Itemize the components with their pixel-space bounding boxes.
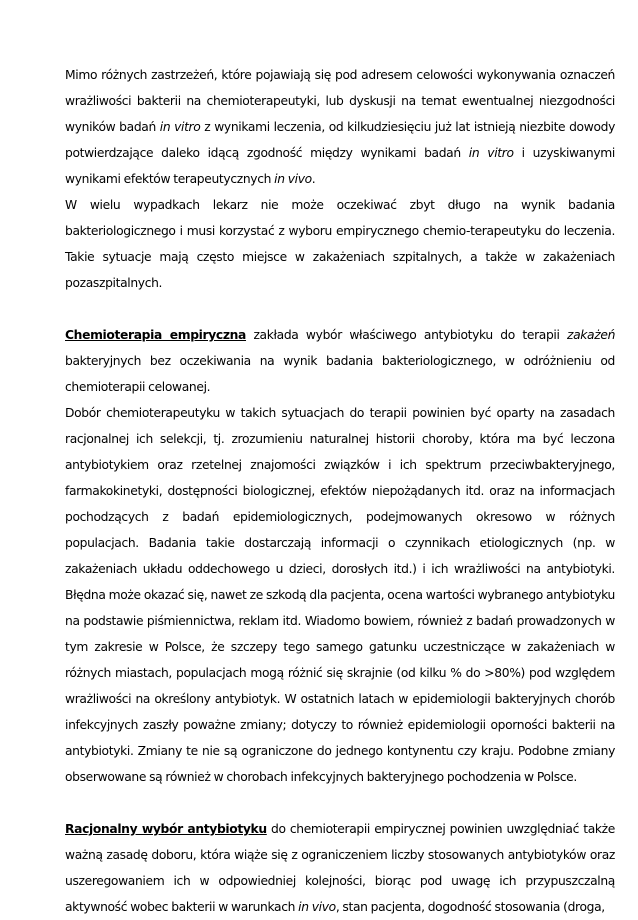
text: i uzyskiwanymi wynikami efektów terapeutycznych xyxy=(65,146,616,186)
document-page xyxy=(65,62,615,920)
italic-term: in vitro xyxy=(159,120,201,134)
paragraph-rational-choice xyxy=(65,816,615,920)
paragraph-gap xyxy=(65,790,615,816)
text: . xyxy=(311,172,316,186)
section-heading: Racjonalny wybór antybiotyku xyxy=(65,822,267,836)
text: bakteryjnych bez oczekiwania na wynik badania bakteriologicznego, w odróżnieniu od chemioterapii celowanej. xyxy=(65,354,615,394)
text: Mimo różnych zastrzeżeń, które pojawiają się pod adresem celowości wykonywania oznaczeń wrażliwości bakterii na chemioterapeutyki, lub dyskusji na temat ewentualnej niezgodności wyników badań xyxy=(65,68,615,134)
italic-term: in vivo xyxy=(274,172,312,186)
text: z wynikami leczenia, od kilkudziesięciu już lat istnieją niezbite dowody potwierdzające daleko idącą zgodność między wynikami badań xyxy=(65,120,615,160)
paragraph-selection-principles: Dobór chemioterapeutyku w takich sytuacjach do terapii powinien być oparty na zasadach racjonalnej ich selekcji, tj. zrozumieniu naturalnej historii choroby, która ma być leczona antybiotykiem oraz rzetelnej znajomości związków i ich spektrum przeciwbakteryjnego, farmakokinetyki, dostępności biologicznej, efektów niepożądanych itd. oraz na informacjach pochodzących z badań epidemiologicznych, podejmowanych okresowo w różnych populacjach. Badania takie dostarczają informacji o czynnikach etiologicznych (np. w zakażeniach układu oddechowego u dzieci, dorosłych itd.) i ich wrażliwości na antybiotyki. Błędna może okazać się, nawet ze szkodą dla pacjenta, ocena wartości wybranego antybiotyku na podstawie piśmiennictwa, reklam itd. Wiadomo bowiem, również z badań prowadzonych w tym zakresie w Polsce, że szczepy tego samego gatunku uczestniczące w zakażeniach w różnych miastach, populacjach mogą różnić się skrajnie (od kilku % do >80%) pod względem wrażliwości na określony antybiotyk. W ostatnich latach w epidemiologii bakteryjnych chorób infekcyjnych zaszły poważne zmiany; dotyczy to również epidemiologii oporności bakterii na antybiotyki. Zmiany te nie są ograniczone do jednego kontynentu czy kraju. Podobne zmiany obserwowane są również w chorobach infekcyjnych bakteryjnego pochodzenia w Polsce. xyxy=(65,406,615,784)
text: zakłada wybór właściwego antybiotyku do terapii xyxy=(246,328,567,342)
italic-term: in vitro xyxy=(468,146,514,160)
section-heading: Chemioterapia empiryczna xyxy=(65,328,247,342)
italic-term: in vivo xyxy=(298,900,336,914)
italic-term: zakażeń xyxy=(567,328,616,342)
text: do chemioterapii empirycznej powinien uwzględniać także ważną zasadę doboru, która wiąże się z ograniczeniem liczby stosowanych antybiotyków oraz uszeregowaniem ich w odpowiedniej kolejności, biorąc pod uwagę ich przypuszczalną aktywność wobec bakterii w warunkach xyxy=(65,822,615,914)
paragraph-gap xyxy=(65,296,615,322)
paragraph-empirical-chemotherapy xyxy=(65,322,615,400)
paragraph-intro xyxy=(65,62,615,192)
text: , stan pacjenta, dogodność stosowania (droga, xyxy=(335,900,605,914)
paragraph-empirical-context: W wielu wypadkach lekarz nie może oczekiwać zbyt długo na wynik badania bakteriologicznego i musi korzystać z wyboru empirycznego chemio-terapeutyku do leczenia. Takie sytuacje mają często miejsce w zakażeniach szpitalnych, a także w zakażeniach pozaszpitalnych. xyxy=(65,198,615,290)
